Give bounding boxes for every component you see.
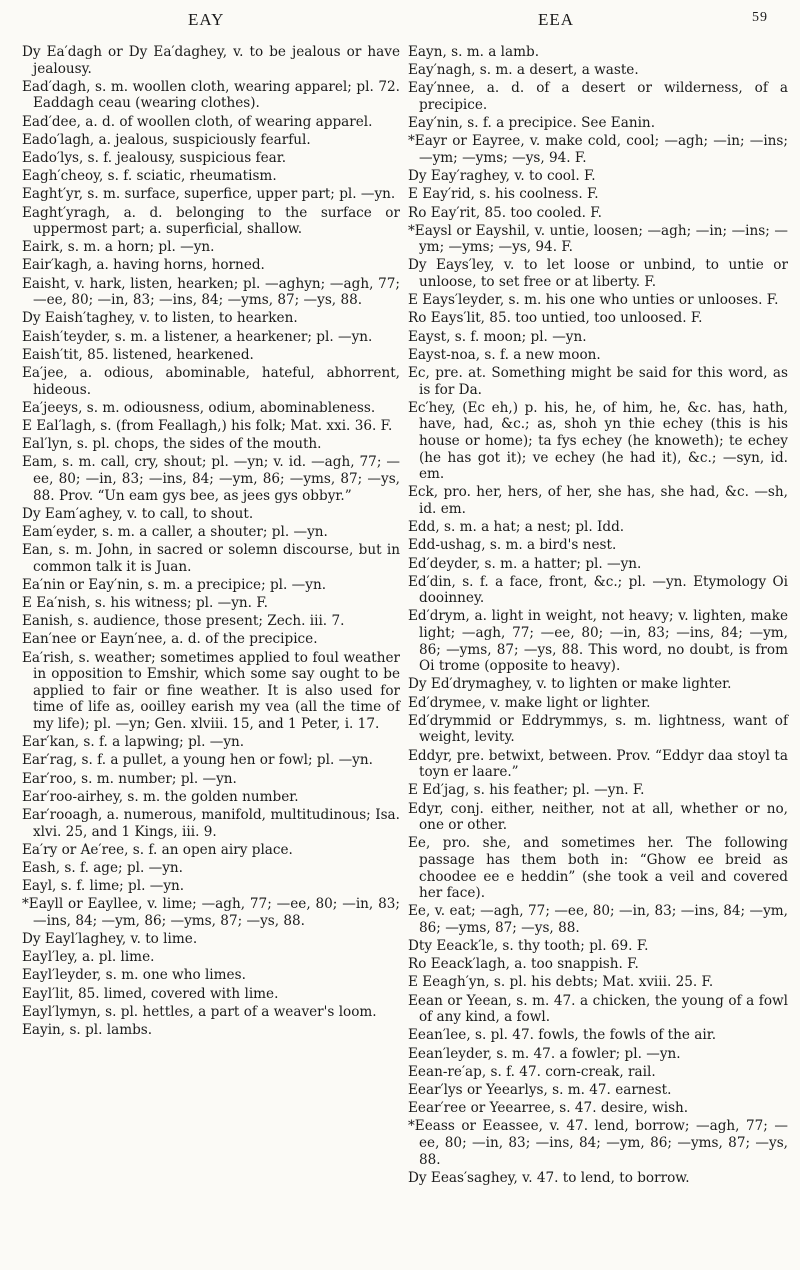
dictionary-entry: Ec, pre. at. Something might be said for this word, as is for Da. [408, 365, 788, 398]
dictionary-entry: Eay′nnee, a. d. of a desert or wilderness, of a precipice. [408, 80, 788, 113]
dictionary-entry: Eean or Yeean, s. m. 47. a chicken, the young of a fowl of any kind, a fowl. [408, 992, 788, 1026]
dictionary-entry: Eean′lee, s. pl. 47. fowls, the fowls of the air. [408, 1027, 717, 1044]
dictionary-entry: Dy Eay′raghey, v. to cool. F. [408, 168, 596, 185]
dictionary-entry: Ed′drym, a. light in weight, not heavy; v. lighten, make light; —agh, 77; —ee, 80; —in, 83; —ins, 84; —ym, 86; —yms, 87; —ys, 88. This word, no doubt, is from Oi trome (opposite to heavy). [408, 608, 788, 675]
dictionary-entry: Eayl′lit, 85. limed, covered with lime. [22, 985, 279, 1002]
dictionary-entry: Dy Ed′drymaghey, v. to lighten or make lighter. [408, 676, 732, 693]
dictionary-entry: Ear′roo-airhey, s. m. the golden number. [22, 788, 299, 805]
dictionary-entry: Ec′hey, (Ec eh,) p. his, he, of him, he, &c. has, hath, have, had, &c.; as, shoh yn thie echey (this is his house or home); ta fys echey (he knoweth); te echey (he has got it); ve echey (he had it), &c.; —syn, id. em. [408, 399, 788, 483]
dictionary-entry: Eean′leyder, s. m. 47. a fowler; pl. —yn. [408, 1045, 681, 1062]
dictionary-entry: Ear′rag, s. f. a pullet, a young hen or fowl; pl. —yn. [22, 752, 373, 769]
dictionary-entry: Ea′ry or Ae′ree, s. f. an open airy place. [22, 841, 293, 858]
dictionary-entry: Ea′rish, s. weather; sometimes applied to foul weather in opposition to Emshir, which some say ought to be applied to fair or fine weather. It is also used for time of life as, ooilley earish my vea (all the time of my life); pl. —yn; Gen. xlviii. 15, and 1 Peter, i. 17. [22, 649, 400, 732]
dictionary-entry: Eayn, s. m. a lamb. [408, 44, 540, 60]
dictionary-entry: Eaght′yragh, a. d. belonging to the surface or uppermost part; a. superficial, shallow. [22, 204, 400, 238]
dictionary-entry: Ee, pro. she, and sometimes her. The following passage has them both in: “Ghow ee breid as choodee ee e heddin” (she took a veil and covered her face). [408, 835, 788, 902]
dictionary-entry: Eash, s. f. age; pl. —yn. [22, 859, 184, 876]
dictionary-entry: Eaght′yr, s. m. surface, superfice, upper part; pl. —yn. [22, 186, 396, 203]
dictionary-entry: Ead′dee, a. d. of woollen cloth, of wearing apparel. [22, 113, 373, 130]
dictionary-entry: Dty Eeack′le, s. thy tooth; pl. 69. F. [408, 938, 649, 955]
dictionary-entry: Ed′drymee, v. make light or lighter. [408, 694, 651, 711]
page-number: 59 [752, 10, 768, 25]
dictionary-entry: Eayin, s. pl. lambs. [22, 1022, 153, 1038]
dictionary-entry: Eayl′leyder, s. m. one who limes. [22, 967, 246, 984]
dictionary-entry: Dy Eeas′saghey, v. 47. to lend, to borrow. [408, 1169, 690, 1186]
dictionary-entry: E Eay′rid, s. his coolness. F. [408, 186, 599, 203]
dictionary-entry: Dy Eam′aghey, v. to call, to shout. [22, 505, 254, 522]
dictionary-entry: Eear′ree or Yeearree, s. 47. desire, wish. [408, 1100, 689, 1117]
dictionary-entry: Ea′jee, a. odious, abominable, hateful, abhorrent, hideous. [22, 365, 400, 398]
dictionary-entry: Ea′nin or Eay′nin, s. m. a precipice; pl. —yn. [22, 576, 327, 593]
dictionary-entry: Dy Eaish′taghey, v. to listen, to hearken. [22, 310, 298, 327]
dictionary-entry: Ro Eeack′lagh, a. too snappish. F. [408, 956, 639, 973]
dictionary-entry: *Eaysl or Eayshil, v. untie, loosen; —agh; —in; —ins; —ym; —yms; —ys, 94. F. [408, 222, 788, 256]
dictionary-entry: Eal′lyn, s. pl. chops, the sides of the mouth. [22, 436, 322, 453]
dictionary-entry: Eam′eyder, s. m. a caller, a shouter; pl. —yn. [22, 523, 328, 540]
dictionary-entry: E Eays′leyder, s. m. his one who unties or unlooses. F. [408, 292, 779, 309]
running-header [0, 10, 800, 40]
dictionary-entry: Eean-re′ap, s. f. 47. corn-creak, rail. [408, 1063, 656, 1080]
dictionary-entry: Ean′nee or Eayn′nee, a. d. of the precipice. [22, 631, 318, 648]
dictionary-entry: Eaish′tit, 85. listened, hearkened. [22, 346, 254, 363]
dictionary-entry: Eay′nagh, s. m. a desert, a waste. [408, 62, 639, 79]
dictionary-entry: Ed′drymmid or Eddrymmys, s. m. lightness, want of weight, levity. [408, 712, 788, 746]
dictionary-entry: Ro Eays′lit, 85. too untied, too unloosed. F. [408, 310, 703, 327]
dictionary-entry: Eaisht, v. hark, listen, hearken; pl. —aghyn; —agh, 77; —ee, 80; —in, 83; —ins, 84; —yms, 87; —ys, 88. [22, 275, 400, 309]
right-running-head: EEA [538, 10, 575, 29]
dictionary-entry: *Eayll or Eayllee, v. lime; —agh, 77; —ee, 80; —in, 83; —ins, 84; —ym, 86; —yms, 87; —ys, 88. [22, 896, 400, 929]
dictionary-entry: Eair′kagh, a. having horns, horned. [22, 257, 265, 274]
dictionary-entry: Eayst-noa, s. f. a new moon. [408, 346, 601, 363]
dictionary-entry: Ro Eay′rit, 85. too cooled. F. [408, 204, 602, 221]
right-column [408, 44, 788, 1188]
dictionary-entry: Dy Ea′dagh or Dy Ea′daghey, v. to be jealous or have jealousy. [22, 44, 400, 77]
left-column [22, 44, 400, 1040]
dictionary-entry: E Ed′jag, s. his feather; pl. —yn. F. [408, 782, 645, 799]
dictionary-entry: Ee, v. eat; —agh, 77; —ee, 80; —in, 83; —ins, 84; —ym, 86; —yms, 87; —ys, 88. [408, 903, 788, 936]
dictionary-entry: Edd, s. m. a hat; a nest; pl. Idd. [408, 519, 625, 536]
dictionary-entry: E Eal′lagh, s. (from Feallagh,) his folk; Mat. xxi. 36. F. [22, 417, 393, 434]
dictionary-entry: Eddyr, pre. betwixt, between. Prov. “Eddyr daa stoyl ta toyn er laare.” [408, 747, 788, 781]
dictionary-entry: Ear′kan, s. f. a lapwing; pl. —yn. [22, 734, 245, 751]
dictionary-entry: Ear′roo, s. m. number; pl. —yn. [22, 770, 237, 787]
dictionary-entry: Ed′deyder, s. m. a hatter; pl. —yn. [408, 555, 642, 572]
dictionary-entry: Eagh′cheoy, s. f. sciatic, rheumatism. [22, 168, 277, 185]
dictionary-entry: Eayl, s. f. lime; pl. —yn. [22, 878, 185, 895]
dictionary-entry: Eado′lys, s. f. jealousy, suspicious fear. [22, 149, 287, 166]
dictionary-entry: Dy Eays′ley, v. to let loose or unbind, to untie or unloose, to set free or at liberty. F. [408, 257, 788, 291]
dictionary-entry: Dy Eayl′laghey, v. to lime. [22, 931, 198, 948]
left-running-head: EAY [188, 10, 225, 29]
dictionary-entry: Edd-ushag, s. m. a bird's nest. [408, 537, 617, 554]
dictionary-entry: Eam, s. m. call, cry, shout; pl. —yn; v. id. —agh, 77; —ee, 80; —in, 83; —ins, 84; —ym, 86; —yms, 87; —ys, 88. Prov. “Un eam gys bee, as jees gys obbyr.” [22, 454, 400, 504]
dictionary-entry: Eay′nin, s. f. a precipice. See Eanin. [408, 115, 656, 132]
dictionary-entry: *Eeass or Eeassee, v. 47. lend, borrow; —agh, 77; —ee, 80; —in, 83; —ins, 84; —ym, 86; —yms, 87; —ys, 88. [408, 1118, 788, 1168]
dictionary-entry: Edyr, conj. either, neither, not at all, whether or no, one or other. [408, 800, 788, 834]
dictionary-entry: Ear′rooagh, a. numerous, manifold, multitudinous; Isa. xlvi. 25, and 1 Kings, iii. 9. [22, 806, 400, 840]
dictionary-entry: Eairk, s. m. a horn; pl. —yn. [22, 239, 215, 256]
dictionary-entry: *Eayr or Eayree, v. make cold, cool; —agh; —in; —ins; —ym; —yms; —ys, 94. F. [408, 133, 788, 166]
dictionary-entry: Eaish′teyder, s. m. a listener, a hearkener; pl. —yn. [22, 328, 373, 345]
dictionary-entry: Ea′jeeys, s. m. odiousness, odium, abominableness. [22, 399, 376, 416]
dictionary-entry: Ean, s. m. John, in sacred or solemn discourse, but in common talk it is Juan. [22, 542, 400, 575]
dictionary-entry: E Ea′nish, s. his witness; pl. —yn. F. [22, 595, 268, 612]
dictionary-entry: Eayl′ley, a. pl. lime. [22, 949, 155, 966]
dictionary-entry: Eear′lys or Yeearlys, s. m. 47. earnest. [408, 1082, 672, 1098]
dictionary-entry: Eado′lagh, a. jealous, suspiciously fearful. [22, 131, 311, 148]
dictionary-entry: Eanish, s. audience, those present; Zech. iii. 7. [22, 613, 345, 630]
dictionary-entry: Ed′din, s. f. a face, front, &c.; pl. —yn. Etymology Oi dooinney. [408, 573, 788, 607]
dictionary-entry: Eck, pro. her, hers, of her, she has, she had, &c. —sh, id. em. [408, 484, 788, 517]
dictionary-entry: Ead′dagh, s. m. woollen cloth, wearing apparel; pl. 72. Eaddagh ceau (wearing clothes). [22, 78, 400, 112]
dictionary-entry: E Eeagh′yn, s. pl. his debts; Mat. xviii. 25. F. [408, 974, 714, 991]
dictionary-entry: Eayl′lymyn, s. pl. hettles, a part of a weaver's loom. [22, 1003, 377, 1020]
dictionary-entry: Eayst, s. f. moon; pl. —yn. [408, 328, 587, 345]
